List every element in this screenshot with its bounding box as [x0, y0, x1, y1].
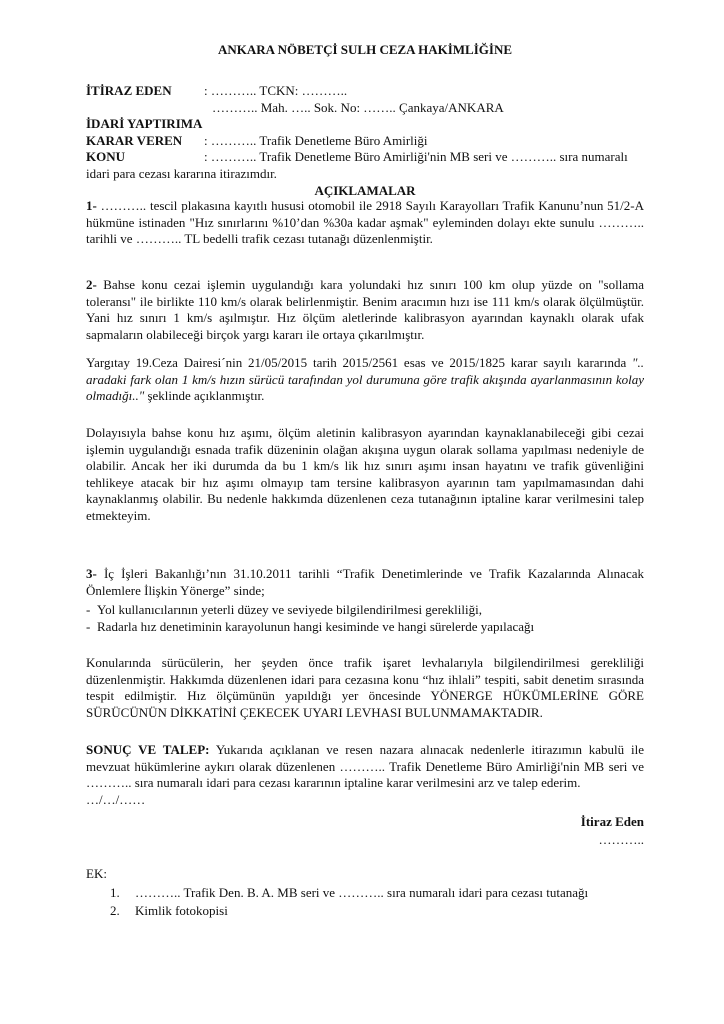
list-item: 1. ……….. Trafik Den. B. A. MB seri ve ……….. sıra numaralı idari para cezası tutanağı	[110, 885, 589, 900]
paragraph-6: Konularında sürücülerin, her şeyden önce trafik işaret levhalarıyla bilgilendirilmesi gerekliliği düzenlenmiştir. Hakkımda düzenlenen idari para cezasına konu “hız ihlali” tespiti, sabit denetim sırasında tespit edilmiştir. Hız ölçümünün yapıldığı yer öncesinde YÖNERGE HÜKÜMLERİNE GÖRE SÜRÜCÜNÜN DİKKATİNİ ÇEKECEK UYARI LEVHASI BULUNMAMAKTADIR.	[86, 655, 644, 720]
list-item: 2. Kimlik fotokopisi	[110, 903, 228, 918]
attachments-label: EK:	[86, 866, 107, 881]
paragraph-4: Dolayısıyla bahse konu hız aşımı, ölçüm aletinin kalibrasyon ayarından kaynaklanabileceği gibi cezai işlemin uygulandığı esnada trafik düzeninin olağan akışına uygun olarak sollama yapılması nedeniyle de olabilir. Ancak her iki durumda da bu 1 km/s lik hız sınırı aşımı insan hayatını ve trafik güvenliğini tehlikeye atacak bir hız aşımı olmayıp tam tersine kalibrasyon ayarının tam yapılmamasından dahi kaynaklanmış olabilir. Bu nedenle hakkımda düzenlenen ceza tutanağının iptaline karar verilmesini talep etmekteyim.	[86, 425, 644, 523]
attachments-list	[86, 884, 644, 920]
paragraph-1: 1- ……….. tescil plakasına kayıtlı hususi otomobil ile 2918 Sayılı Karayolları Trafik Kanunu’nun 51/2-A hükmüne istinaden "Hız sınırlarını %10’dan %30a kadar aşmak" eyleminden dolayı ekte sunulu ……….. tarihli ve ……….. TL bedelli trafik cezası tutanağı düzenlenmiştir.	[86, 198, 644, 247]
signature-label: İtiraz Eden	[580, 814, 644, 829]
paragraph-2: 2- Bahse konu cezai işlemin uygulandığı kara yolundaki hız sınırı 100 km olup yüzde on "sollama toleransı" ile birlikte 110 km/s olarak belirlenmiştir. Benim aracımın hızı ise 111 km/s olarak ölçülmüştür. Yani hız sınırı 1 km/s aşılmıştır. Hız ölçüm aletlerinde kalibrasyon ayarından kaynaklı olarak ufak sapmaların olabileceği birçok yargı kararı ile ortaya çıkarılmıştır.	[86, 277, 644, 342]
document-title: ANKARA NÖBETÇİ SULH CEZA HAKİMLİĞİNE	[218, 42, 512, 57]
list-item: - Yol kullanıcılarının yeterli düzey ve seviyede bilgilendirilmesi gerekliliği,	[86, 602, 482, 617]
list-item: - Radarla hız denetiminin karayolunun hangi kesiminde ve hangi sürelerde yapılacağı	[86, 618, 535, 634]
header-block: İTİRAZ EDEN : ……….. TCKN: ……….. ……….. Mah. ….. Sok. No: …….. Çankaya/ANKARA İDARİ YAPTIRIMA KARAR VEREN : ……….. Trafik Denetleme Büro Amirliği KONU : ……….. Trafik Denetleme Büro Amirliği'nin MB seri ve ……….. sıra numaralı idari para cezası kararına itirazımdır. AÇIKLAMALAR	[86, 83, 628, 198]
conclusion: SONUÇ VE TALEP: Yukarıda açıklanan ve resen nazara alınacak nedenlerle itirazımın kabulü ile mevzuat hükümlerine aykırı olarak düzenlenen ……….. Trafik Denetleme Büro Amirliği'nin MB seri ve ……….. sıra numaralı idari para cezası kararının iptaline karar verilmesini arz ve talep ederim.	[86, 742, 644, 791]
section-title: AÇIKLAMALAR	[314, 182, 416, 198]
bullet-list	[86, 602, 644, 635]
signature-value: ………..	[598, 832, 644, 847]
paragraph-3: Yargıtay 19.Ceza Dairesi´nin 21/05/2015 tarih 2015/2561 esas ve 2015/1825 karar sayılı kararında ".. aradaki fark olan 1 km/s hızın sürücü tarafından yol durumuna göre trafik akışında ayarlanmasının kolay olmadığı.." şeklinde açıklanmıştır.	[86, 355, 644, 404]
paragraph-5: 3- İç İşleri Bakanlığı’nın 31.10.2011 tarihli “Trafik Denetimlerinde ve Trafik Kazalarında Alınacak Önlemlere İlişkin Yönerge” sinde;	[86, 566, 644, 598]
date: …/…/……	[86, 792, 146, 807]
